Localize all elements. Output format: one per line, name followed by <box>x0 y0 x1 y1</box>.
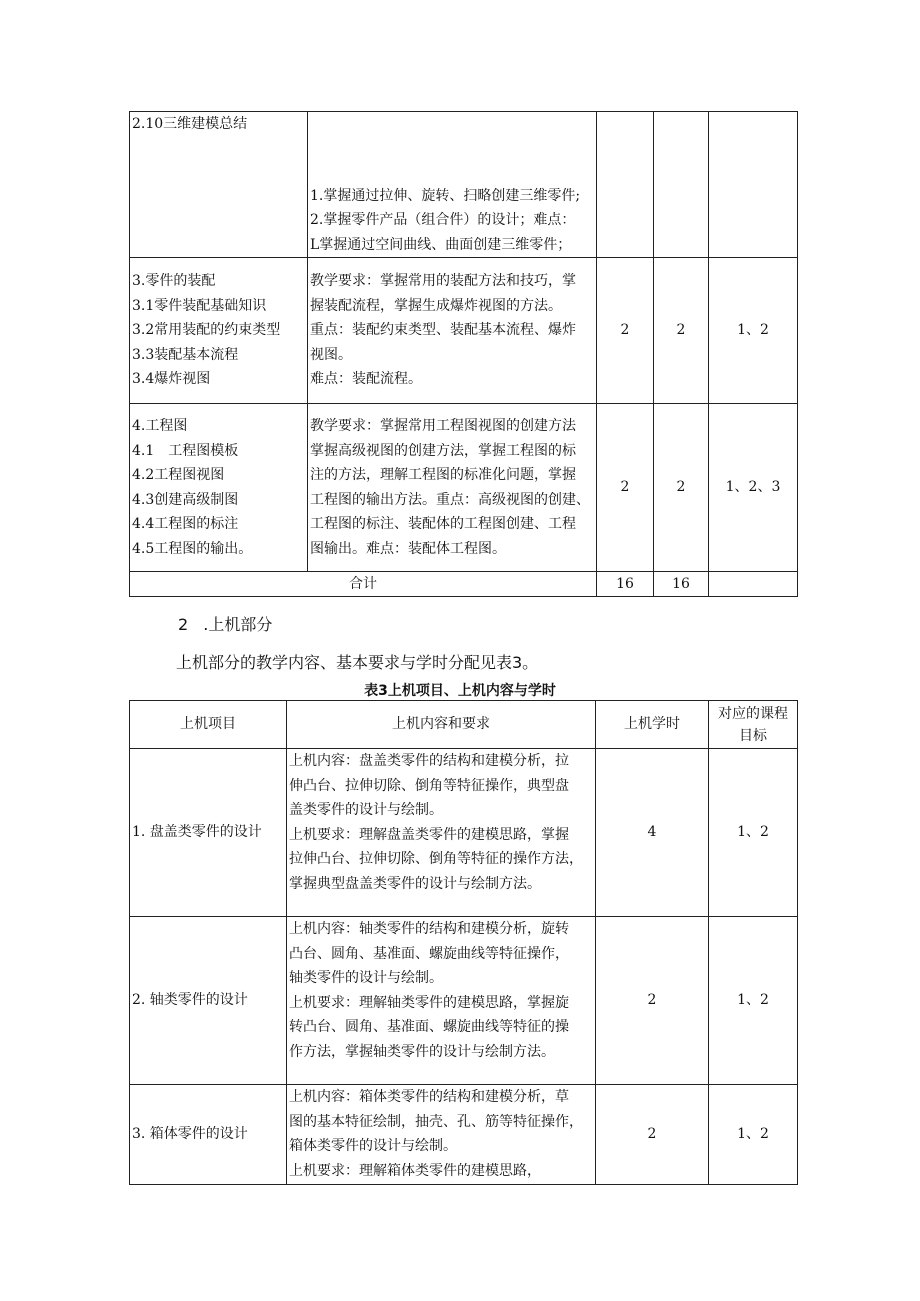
topic-line: 3.1零件装配基础知识 <box>132 297 267 314</box>
table-row <box>130 749 798 917</box>
table-row <box>130 258 798 404</box>
content-line: 拉伸凸台、拉伸切除、倒角等特征的操作方法， <box>289 851 583 867</box>
content-line: 作方法，掌握轴类零件的设计与绘制方法。 <box>289 1043 555 1060</box>
content-line: 上机要求：理解箱体类零件的建模思路， <box>289 1162 541 1179</box>
hours-cell: 2 <box>596 1085 709 1185</box>
lab-table <box>129 700 798 1185</box>
content-line: 上机内容：箱体类零件的结构和建模分析，草 <box>289 1089 569 1105</box>
requirement-cell <box>308 258 597 404</box>
content-line: 凸台、圆角、基准面、螺旋曲线等特征操作， <box>289 945 569 962</box>
requirement-line: 图输出。难点：装配体工程图。 <box>310 540 506 557</box>
requirement-line: 视图。 <box>310 346 352 363</box>
table-row <box>130 404 798 572</box>
topic-line: 2.10三维建模总结 <box>132 116 248 132</box>
requirement-line: 工程图的输出方法。重点：高级视图的创建、 <box>310 491 590 508</box>
content-line: 上机内容：轴类零件的结构和建模分析，旋转 <box>289 921 569 937</box>
total-lecture-hours: 16 <box>597 572 654 597</box>
requirement-line: 2.掌握零件产品（组合件）的设计；难点： <box>310 212 576 228</box>
content-line: 上机要求：理解盘盖类零件的建模思路，掌握 <box>289 826 569 843</box>
header-content: 上机内容和要求 <box>287 701 596 749</box>
header-row <box>130 701 798 749</box>
table-row <box>130 1085 798 1185</box>
topic-line: 3.2常用装配的约束类型 <box>132 322 281 339</box>
project-cell: 2. 轴类零件的设计 <box>130 917 287 1085</box>
objectives-cell: 1、2 <box>709 1085 798 1185</box>
requirement-line: 教学要求：掌握常用的装配方法和技巧，掌 <box>310 273 576 290</box>
total-objectives <box>709 572 798 597</box>
objectives-cell: 1、2 <box>709 258 798 404</box>
lab-hours-cell: 2 <box>654 404 709 572</box>
section-heading <box>178 612 272 635</box>
lecture-hours-cell: 2 <box>597 258 654 404</box>
header-objectives-line: 对应的课程 <box>718 705 788 722</box>
header-project: 上机项目 <box>130 701 287 749</box>
section-title: .上机部分 <box>203 615 273 634</box>
content-line: 图的基本特征绘制，抽壳、孔、筋等特征操作， <box>289 1113 583 1130</box>
topic-line: 3.3装配基本流程 <box>132 346 239 363</box>
topic-line: 4.2工程图视图 <box>132 467 225 483</box>
requirement-line: 1.掌握通过拉伸、旋转、扫略创建三维零件; <box>310 187 581 204</box>
requirement-cell <box>308 112 597 258</box>
content-line: 上机要求：理解轴类零件的建模思路，掌握旋 <box>289 994 569 1011</box>
requirement-line: 教学要求：掌握常用工程图视图的创建方法 <box>310 418 576 434</box>
content-line: 盖类零件的设计与绘制。 <box>289 802 443 818</box>
header-objectives-line: 目标 <box>739 727 767 744</box>
requirement-line: 握装配流程，掌握生成爆炸视图的方法。 <box>310 297 562 314</box>
lab-hours-cell <box>654 112 709 258</box>
requirement-line: L掌握通过空间曲线、曲面创建三维零件； <box>310 236 572 253</box>
lecture-hours-cell: 2 <box>597 404 654 572</box>
content-line: 转凸台、圆角、基准面、螺旋曲线等特征的操 <box>289 1019 569 1035</box>
topic-line: 3.4爆炸视图 <box>132 371 211 388</box>
requirement-line: 难点：装配流程。 <box>310 371 422 388</box>
hours-cell: 4 <box>596 749 709 917</box>
hours-cell: 2 <box>596 917 709 1085</box>
content-cell <box>287 917 596 1085</box>
requirement-line: 工程图的标注、装配体的工程图创建、工程 <box>310 516 576 532</box>
project-cell: 1. 盘盖类零件的设计 <box>130 749 287 917</box>
content-line: 上机内容：盘盖类零件的结构和建模分析，拉 <box>289 753 569 769</box>
topic-cell <box>130 258 308 404</box>
total-label: 合计 <box>130 572 597 597</box>
header-hours: 上机学时 <box>596 701 709 749</box>
topic-line: 4.1 工程图模板 <box>132 442 239 459</box>
content-cell <box>287 749 596 917</box>
topic-cell <box>130 404 308 572</box>
table-row <box>130 917 798 1085</box>
lecture-hours-cell <box>597 112 654 258</box>
header-objectives <box>709 701 798 749</box>
section-intro: 上机部分的教学内容、基本要求与学时分配见表3。 <box>176 653 539 672</box>
topic-line: 3.零件的装配 <box>132 273 216 290</box>
total-lab-hours: 16 <box>654 572 709 597</box>
content-cell <box>287 1085 596 1185</box>
objectives-cell: 1、2 <box>709 917 798 1085</box>
project-cell: 3. 箱体零件的设计 <box>130 1085 287 1185</box>
requirement-line: 注的方法，理解工程图的标准化问题，掌握 <box>310 467 576 483</box>
objectives-cell: 1、2 <box>709 749 798 917</box>
objectives-cell <box>709 112 798 258</box>
topic-line: 4.5工程图的输出。 <box>132 540 253 557</box>
table-row <box>130 112 798 258</box>
total-row <box>130 572 798 597</box>
lab-hours-cell: 2 <box>654 258 709 404</box>
requirement-line: 掌握高级视图的创建方法，掌握工程图的标 <box>310 442 576 459</box>
requirement-cell <box>308 404 597 572</box>
table-caption: 表3上机项目、上机内容与学时 <box>364 683 556 699</box>
syllabus-table-continued <box>129 111 798 597</box>
topic-line: 4.4工程图的标注 <box>132 516 239 532</box>
content-line: 箱体类零件的设计与绘制。 <box>289 1138 457 1154</box>
section-number: 2 <box>178 615 189 634</box>
content-line: 伸凸台、拉伸切除、倒角等特征操作，典型盘 <box>289 777 569 794</box>
topic-line: 4.工程图 <box>132 418 188 434</box>
content-line: 掌握典型盘盖类零件的设计与绘制方法。 <box>289 875 541 892</box>
topic-line: 4.3创建高级制图 <box>132 491 239 508</box>
requirement-line: 重点：装配约束类型、装配基本流程、爆炸 <box>310 322 576 339</box>
objectives-cell: 1、2、3 <box>709 404 798 572</box>
topic-cell <box>130 112 308 258</box>
content-line: 轴类零件的设计与绘制。 <box>289 970 443 986</box>
